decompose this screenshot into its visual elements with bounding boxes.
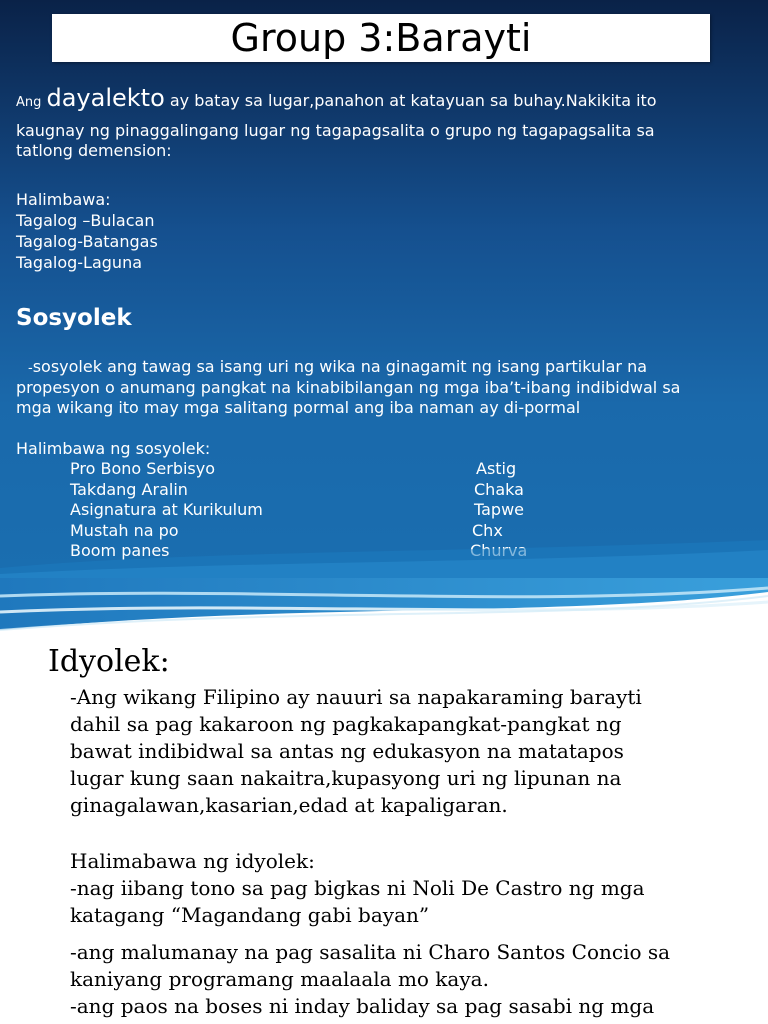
intro-line-1 [16,84,657,113]
slide-title: Group 3:Barayti [230,16,532,60]
example-line: -nag iibang tono sa pag bigkas ni Noli De Castro ng mga [70,876,645,900]
def-line-1-text: sosyolek ang tawag sa isang uri ng wika na ginagamit ng isang partikular na [32,357,648,376]
intro-line-3: tatlong demension: [16,141,172,160]
sosyolek-examples-label: Halimbawa ng sosyolek: [16,439,211,458]
idyolek-title: Idyolek: [48,644,170,679]
example-line: -ang paos na boses ni inday baliday sa pag sasabi ng mga [70,994,655,1018]
intro-line-2: kaugnay ng pinaggalingang lugar ng tagapagsalita o grupo ng tagapagsalita sa [16,121,655,140]
sosyolek-example-left: Mustah na po [70,521,179,540]
example-line: katagang “Magandang gabi bayan” [70,903,430,927]
body-line: lugar kung saan nakaitra,kupasyong uri ng lipunan na [70,766,622,790]
examples-label: Halimbawa: [16,190,111,209]
body-line: bawat indibidwal sa antas ng edukasyon na matatapos [70,739,624,763]
sosyolek-example-left: Asignatura at Kurikulum [70,500,263,519]
slide-idyolek [0,578,768,1024]
intro-rest: ay batay sa lugar,panahon at katayuan sa buhay.Nakikita ito [164,91,657,110]
intro-ang: Ang [16,95,42,110]
sosyolek-example-left: Pro Bono Serbisyo [70,459,216,478]
sosyolek-heading: Sosyolek [16,305,132,331]
example-item: Tagalog-Batangas [16,232,158,251]
idyolek-examples-label: Halimabawa ng idyolek: [70,849,315,873]
wave-decoration [0,540,768,578]
sosyolek-example-right: Astig [476,459,517,478]
sosyolek-example-right: Tapwe [474,500,525,519]
example-item: Tagalog –Bulacan [16,211,155,230]
example-line: kaniyang programang maalaala mo kaya. [70,967,489,991]
body-line: ginagalawan,kasarian,edad at kapaligaran. [70,793,508,817]
example-item: Tagalog-Laguna [16,253,143,272]
def-dash: - [28,361,33,376]
sosyolek-example-right: Chx [472,521,503,540]
sosyolek-def-line-1 [28,357,647,379]
sosyolek-example-left: Boom panes [70,541,170,560]
sosyolek-example-left: Takdang Aralin [70,480,188,499]
wave-header [0,578,768,648]
sosyolek-def-line-2: propesyon o anumang pangkat na kinabibilangan ng mga iba’t-ibang indibidwal sa [16,378,681,397]
body-line: dahil sa pag kakaroon ng pagkakapangkat-pangkat ng [70,712,622,736]
sosyolek-example-right: Chaka [474,480,524,499]
sosyolek-def-line-3: mga wikang ito may mga salitang pormal ang iba naman ay di-pormal [16,398,581,417]
example-line: -ang malumanay na pag sasalita ni Charo Santos Concio sa [70,940,671,964]
intro-term-dayalekto: dayalekto [46,84,165,112]
slide-title-box [52,14,710,62]
body-line: -Ang wikang Filipino ay nauuri sa napakaraming barayti [70,685,642,709]
